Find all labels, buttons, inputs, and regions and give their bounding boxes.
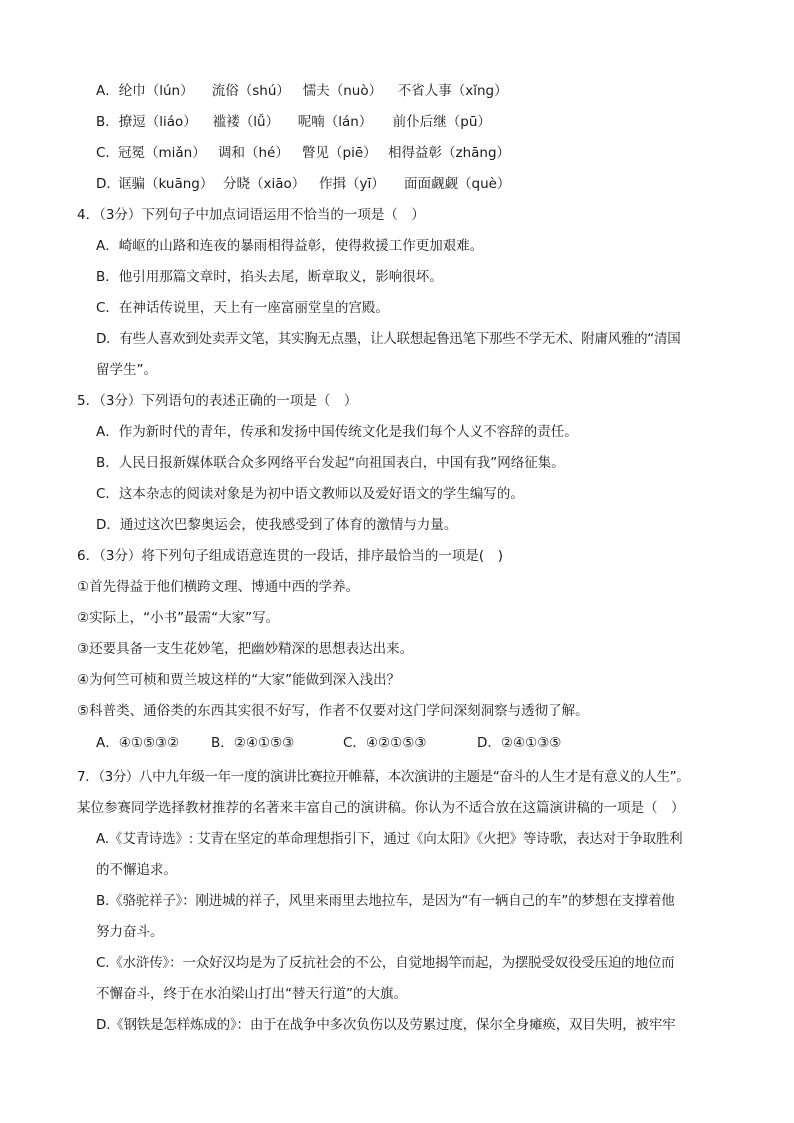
option-item: 作揖（yī） xyxy=(319,176,385,192)
q4-option-b: B．他引用那篇文章时，掐头去尾，断章取义，影响很坏。 xyxy=(96,269,443,285)
q7-option-b-line1: B.《骆驼祥子》：刚进城的祥子，风里来雨里去地拉车，是因为“有一辆自己的车”的梦想在支撑着他 xyxy=(96,893,675,909)
option-item: 诓骗（kuāng） xyxy=(118,176,214,192)
option-item: 面面觑觑（què） xyxy=(404,176,511,192)
option-item: 流俗（shú） xyxy=(211,83,290,99)
q7-option-a-line2: 的不懈追求。 xyxy=(96,862,177,878)
q6-option-a: A．④①⑤③② xyxy=(96,735,180,751)
q6-sentence-4: ④为何竺可桢和贾兰坡这样的“大家”能做到深入浅出？ xyxy=(77,672,401,688)
q5-stem: 5．（3分）下列语句的表述正确的一项是（ ） xyxy=(77,393,358,409)
q4-stem: 4．（3分）下列句子中加点词语运用不恰当的一项是（ ） xyxy=(77,207,425,223)
q6-option-c: C．④②①⑤③ xyxy=(343,735,427,751)
option-label: B． xyxy=(96,114,119,130)
option-item: 瞥见（piē） xyxy=(302,145,377,161)
q7-option-c-line2: 不懈奋斗，终于在水泊梁山打出“替天行道”的大旗。 xyxy=(96,986,407,1002)
option-item: 不省人事（xǐng） xyxy=(397,83,508,99)
q6-sentence-3: ③还要具备一支生花妙笔，把幽妙精深的思想表达出来。 xyxy=(77,641,414,657)
option-item: 调和（hé） xyxy=(218,145,289,161)
q6-option-b: B．②④①⑤③ xyxy=(211,735,295,751)
option-item: 相得益彰（zhāng） xyxy=(388,145,511,161)
q4-option-d-line2: 留学生”。 xyxy=(96,362,157,378)
q7-option-c-line1: C.《水浒传》：一众好汉均是为了反抗社会的不公，自觉地揭竿而起，为摆脱受奴役受压迫的地位而 xyxy=(96,955,675,971)
q6-options xyxy=(96,733,561,753)
q7-stem-line1: 7．（3分）八中九年级一年一度的演讲比赛拉开帷幕，本次演讲的主题是“奋斗的人生才是有意义的人生”。 xyxy=(77,769,690,785)
q3-option-b xyxy=(96,112,491,132)
option-item: 前仆后继（pū） xyxy=(392,114,491,130)
option-item: 呢喃（lán） xyxy=(297,114,373,130)
option-item: 懦夫（nuò） xyxy=(302,83,383,99)
q4-option-d-line1: D．有些人喜欢到处卖弄文笔，其实胸无点墨，让人联想起鲁迅笔下那些不学无术、附庸风雅的“清国 xyxy=(96,331,681,347)
option-item: 撩逗（liáo） xyxy=(118,114,197,130)
q5-option-c: C．这本杂志的阅读对象是为初中语文教师以及爱好语文的学生编写的。 xyxy=(96,486,524,502)
q4-option-a: A．崎岖的山路和连夜的暴雨相得益彰，使得救援工作更加艰难。 xyxy=(96,238,484,254)
q7-option-d-line1: D.《钢铁是怎样炼成的》：由于在战争中多次负伤以及劳累过度，保尔全身瘫痪，双目失明，被牢牢 xyxy=(96,1017,676,1033)
option-item: 冠冕（miǎn） xyxy=(118,145,206,161)
option-item: 纶巾（lún） xyxy=(118,83,194,99)
option-label: D． xyxy=(96,176,120,192)
q7-stem-line2: 某位参赛同学选择教材推荐的名著来丰富自己的演讲稿。你认为不适合放在这篇演讲稿的一项是（ ） xyxy=(77,800,685,816)
q4-option-c: C．在神话传说里，天上有一座富丽堂皇的宫殿。 xyxy=(96,300,389,316)
q5-option-a: A．作为新时代的青年，传承和发扬中国传统文化是我们每个人义不容辞的责任。 xyxy=(96,424,578,440)
option-label: C． xyxy=(96,145,119,161)
q3-option-c xyxy=(96,143,510,163)
q6-sentence-2: ②实际上，“小书”最需“大家”写。 xyxy=(77,610,280,626)
option-item: 褴褛（lǚ） xyxy=(212,114,280,130)
q7-option-b-line2: 努力奋斗。 xyxy=(96,924,164,940)
q6-option-d: D．②④①③⑤ xyxy=(477,735,562,751)
q5-option-d: D．通过这次巴黎奥运会，使我感受到了体育的激情与力量。 xyxy=(96,517,458,533)
q3-option-a xyxy=(96,81,508,101)
option-label: A． xyxy=(96,83,119,99)
q6-sentence-1: ①首先得益于他们横跨文理、博通中西的学养。 xyxy=(77,579,360,595)
q5-option-b: B．人民日报新媒体联合众多网络平台发起“向祖国表白，中国有我”网络征集。 xyxy=(96,455,565,471)
q3-option-d xyxy=(96,174,510,194)
q7-option-a-line1: A.《艾青诗选》: 艾青在坚定的革命理想指引下，通过《向太阳》《火把》等诗歌，表达对于争取胜利 xyxy=(96,831,683,847)
q6-sentence-5: ⑤科普类、通俗类的东西其实很不好写，作者不仅要对这门学问深刻洞察与透彻了解。 xyxy=(77,703,589,719)
q6-stem: 6．（3分）将下列句子组成语意连贯的一段话，排序最恰当的一项是( ) xyxy=(77,548,503,564)
option-item: 分晓（xiāo） xyxy=(223,176,306,192)
